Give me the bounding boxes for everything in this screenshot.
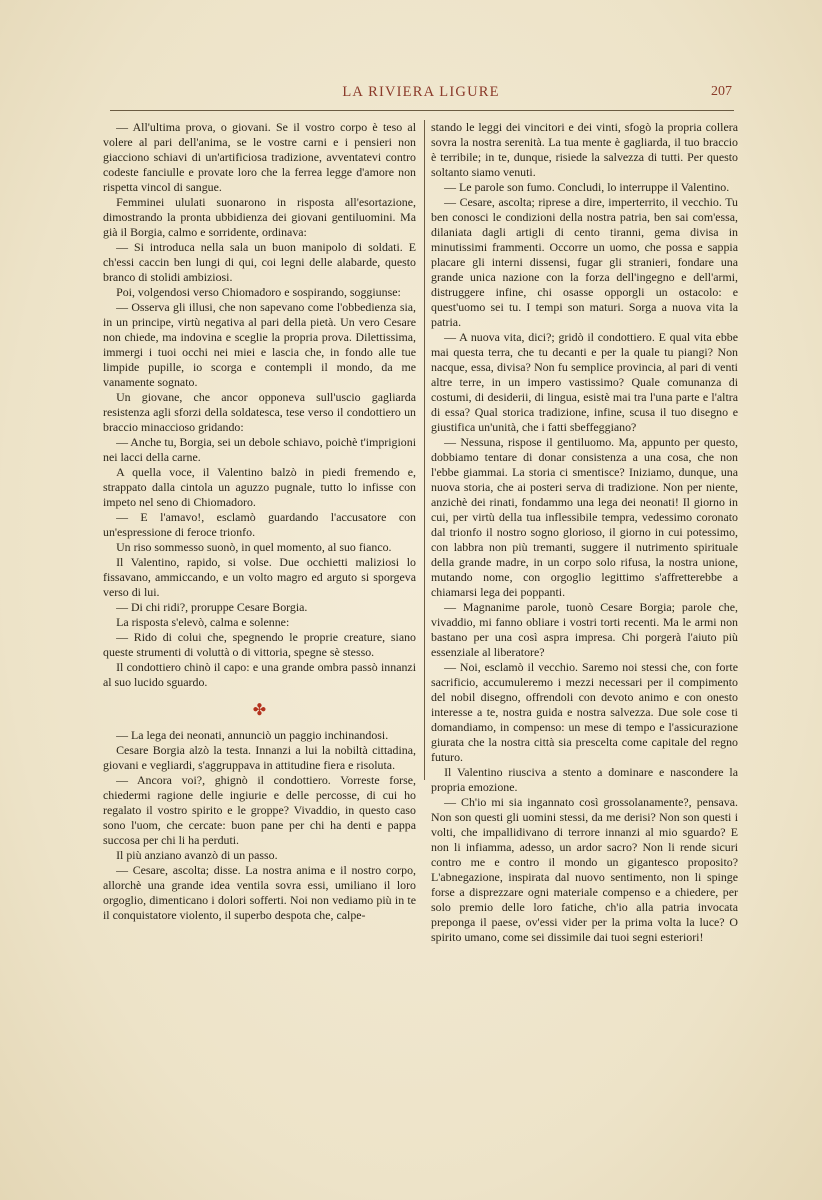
paragraph: — A nuova vita, dici?; gridò il condottiero. E qual vita ebbe mai questa terra, che tu decanti e per la quale tu piangi? Non nacque, essa, divisa? Non fu semplice provincia, al pari di venti altre terre, in un impero vastissimo? Quale comunanza di costumi, di desiderii, di lingua, esistè mai tra l'una parte e l'altra di essa? Qual storica tradizione, infine, scusa il tuo disegno e giustifica un'unità, che i fatti sbeffeggiano? bbox=[431, 330, 738, 434]
paragraph: — Magnanime parole, tuonò Cesare Borgia; parole che, vivaddio, mi fanno obliare i vostri torti recenti. Ma le armi non bastano per una così aspra impresa. Chi porgerà l'aiuto più essenziale al liberatore? bbox=[431, 600, 738, 659]
paragraph: Un riso sommesso suonò, in quel momento, al suo fianco. bbox=[116, 540, 392, 554]
paragraph: stando le leggi dei vincitori e dei vinti, sfogò la propria collera sovra la nostra serenità. La tua mente è gagliarda, il tuo braccio è terribile; in te, dunque, risiede la salvezza di tutti. Per questo soltanto siamo venuti. bbox=[431, 120, 738, 179]
paragraph: Poi, volgendosi verso Chiomadoro e sospirando, soggiunse: bbox=[116, 285, 401, 299]
paragraph: Cesare Borgia alzò la testa. Innanzi a lui la nobiltà cittadina, giovani e vegliardi, s'aggruppava in attitudine fiera e risoluta. bbox=[103, 743, 416, 772]
paragraph: Il Valentino riusciva a stento a dominare e nascondere la propria emozione. bbox=[431, 765, 738, 794]
paragraph: — All'ultima prova, o giovani. Se il vostro corpo è teso al volere al pari dell'anima, se le vostre carni e i pensieri non giacciono schiavi di un'artificiosa tradizione, avventatevi contro codeste fanciulle e provate loro che la ferrea legge d'amore non rispetta vincol di sangue. bbox=[103, 120, 416, 194]
paragraph: — Ch'io mi sia ingannato così grossolanamente?, pensava. Non son questi gli uomini stessi, da me derisi? Non son questi i volti, che impallidivano di terrore innanzi al mio sguardo? E non li infiamma, adesso, un ardor sacro? Non li rende sicuri contro me e contro il mondo un gigantesco proposito? L'abnegazione, inspirata dal nuovo sentimento, non li spinge forse a disprezzare ogni materiale compenso e a chiedere, per solo premio delle loro fatiche, ch'io alla patria invocata preponga il paese, ov'essi vider per la prima volta la luce? O spirito umano, come sei dissimile dai tuoi segni esteriori! bbox=[431, 795, 738, 944]
paragraph: — Le parole son fumo. Concludi, lo interruppe il Valentino. bbox=[444, 180, 730, 194]
paragraph: — Nessuna, rispose il gentiluomo. Ma, appunto per questo, dobbiamo tentare di donar consistenza a una cosa, che non l'ebbe giammai. La storia ci smentisce? Iniziamo, dunque, una nuova storia, che ai posteri serva di tradizione. Non per niente, anzichè dei rinati, fondammo una lega dei neonati! Il giorno in cui, per virtù della tua inflessibile tempra, vedessimo coronato dal trionfo il nostro sogno glorioso, il giorno in cui potessimo, con labbra non più tremanti, suggere il nutrimento spirituale della grande madre, in un corpo solo rifusa, la nostra unione, mutando nome, con orgoglio legittimo s'affretterebbe a chiamarsi lega dei poppanti. bbox=[431, 435, 738, 599]
paragraph: A quella voce, il Valentino balzò in piedi fremendo e, strappato dalla cintola un aguzzo pugnale, tutto lo infisse con impeto nel seno di Chiomadoro. bbox=[103, 465, 416, 509]
paragraph: Un giovane, che ancor opponeva sull'uscio gagliarda resistenza agli sforzi della soldatesca, tese verso il condottiero un braccio minaccioso gridando: bbox=[103, 390, 416, 434]
header-rule bbox=[110, 110, 734, 111]
right-column bbox=[431, 120, 738, 945]
page-header bbox=[110, 84, 732, 106]
paragraph: — E l'amavo!, esclamò guardando l'accusatore con un'espressione di feroce trionfo. bbox=[103, 510, 416, 539]
left-column bbox=[103, 120, 416, 923]
paragraph: — Cesare, ascolta; riprese a dire, imperterrito, il vecchio. Tu ben conosci le condizioni della nostra patria, ben sai com'essa, dilaniata dagli artigli di cento tiranni, gema divisa in minutissimi frammenti. Occorre un uomo, che possa e sappia placare gli interni dissensi, fugar gli stranieri, fondare una grande unica nazione con la forza dell'ingegno e dell'armi, distruggere infine, chi osasse opporgli un ostacolo: e quest'uomo sei tu. I tempi son maturi. Sorga a nuova vita la patria. bbox=[431, 195, 738, 329]
paragraph: — Osserva gli illusi, che non sapevano come l'obbedienza sia, in un principe, virtù negativa al pari della pietà. Un vero Cesare non chiede, ma indovina e sceglie la propria prova. Dilettissima, immergi i tuoi occhi nei miei e lascia che, in fondo alle tue limpide pupille, io scorga e contempli il mondo, da me vanamente sognato. bbox=[103, 300, 416, 389]
paragraph: — La lega dei neonati, annunciò un paggio inchinandosi. bbox=[116, 728, 389, 742]
paragraph: — Noi, esclamò il vecchio. Saremo noi stessi che, con forte sacrificio, accumuleremo i mezzi necessari per il compimento del nobil disegno, offrendoli con devoto animo e con onesto interesse a te, nostra guida e nostra salvezza. Due sole cose ti domandiamo, in compenso: un mese di tempo e l'assicurazione giurata che la nostra città sia prescelta come capitale del regno futuro. bbox=[431, 660, 738, 764]
paragraph: — Di chi ridi?, proruppe Cesare Borgia. bbox=[116, 600, 308, 614]
paragraph: — Si introduca nella sala un buon manipolo di soldati. E ch'essi caccin ben lungi di qui, coi legni delle alabarde, questo branco di stolidi ambiziosi. bbox=[103, 240, 416, 284]
paragraph: — Ancora voi?, ghignò il condottiero. Vorreste forse, chiedermi ragione delle ingiurie e delle percosse, di cui ho regalato il vostro spirito e le groppe? Vivaddio, in questo caso sono l'uom, che cercate: buon pane per chi ha denti e pappa succosa per chi li ha perduti. bbox=[103, 773, 416, 847]
page-number: 207 bbox=[711, 84, 732, 99]
column-divider bbox=[424, 120, 425, 780]
paragraph: Il Valentino, rapido, si volse. Due occhietti maliziosi lo fissavano, ammiccando, e un volto magro ed arguto si sporgeva verso di lui. bbox=[103, 555, 416, 599]
paragraph: Femminei ululati suonarono in risposta all'esortazione, dimostrando la pronta ubbidienza dei giovani gentiluomini. Ma già il Borgia, calmo e sorridente, ordinava: bbox=[103, 195, 416, 239]
paragraph: — Anche tu, Borgia, sei un debole schiavo, poichè t'imprigioni nei lacci della carne. bbox=[103, 435, 416, 464]
running-title: LA RIVIERA LIGURE bbox=[342, 84, 500, 100]
section-ornament-icon: ✤ bbox=[252, 702, 267, 719]
paragraph: — Cesare, ascolta; disse. La nostra anima e il nostro corpo, allorchè una grande idea ventila sovra essi, umiliano il loro orgoglio, dimenticano i dolori sofferti. Noi non vediamo più in te il conquistatore violento, il superbo despota che, calpe- bbox=[103, 863, 416, 922]
paragraph: La risposta s'elevò, calma e solenne: bbox=[116, 615, 290, 629]
paragraph: — Rido di colui che, spegnendo le proprie creature, siano queste strumenti di voluttà o di vittoria, spegne sè stesso. bbox=[103, 630, 416, 659]
paragraph: Il più anziano avanzò di un passo. bbox=[116, 848, 278, 862]
paragraph: Il condottiero chinò il capo: e una grande ombra passò innanzi al suo lucido sguardo. bbox=[103, 660, 416, 689]
